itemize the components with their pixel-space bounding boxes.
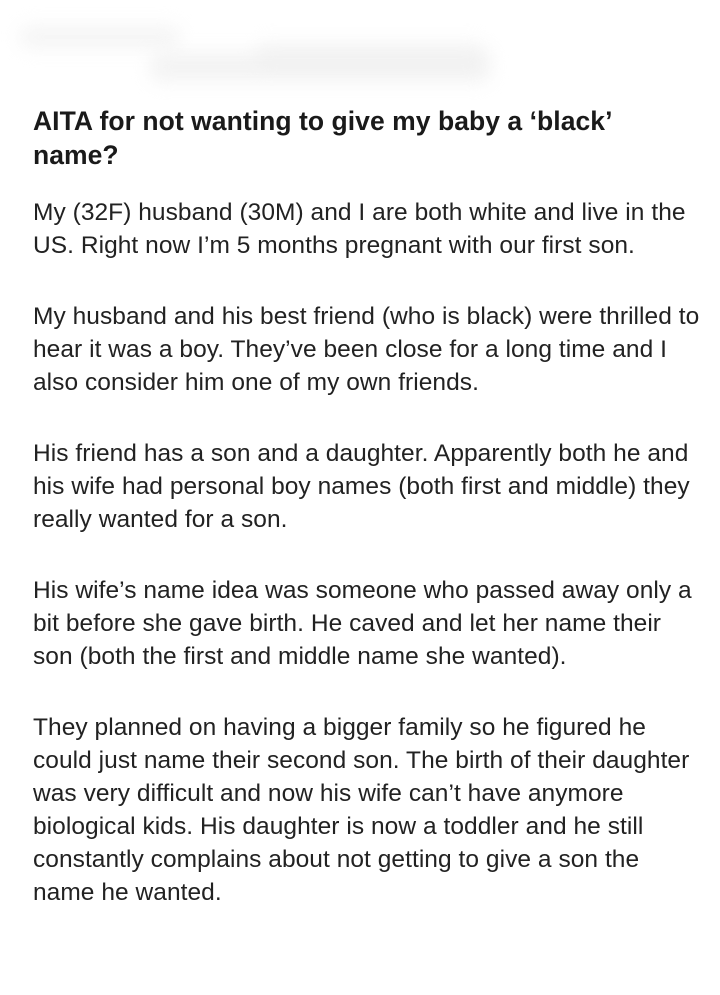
post-paragraph: His wife’s name idea was someone who passed away only a bit before she gave birth. He caved and let her name their son (both the first and middle name she wanted). (33, 577, 692, 670)
blurred-header (0, 0, 720, 100)
post-paragraph: They planned on having a bigger family so he figured he could just name their second son. The birth of their daughter was very difficult and now his wife can’t have anymore biological kids. His daughter is now a toddler and he still constantly complains about not getting to give a son the name he wanted. (33, 714, 690, 906)
post-body (33, 104, 703, 909)
post-paragraph: My husband and his best friend (who is black) were thrilled to hear it was a boy. They’ve been close for a long time and I also consider him one of my own friends. (33, 303, 700, 396)
post-paragraph: His friend has a son and a daughter. Apparently both he and his wife had personal boy names (both first and middle) they really wanted for a son. (33, 440, 690, 533)
post-title: AITA for not wanting to give my baby a ‘black’ name? (33, 106, 612, 170)
blurred-region (255, 42, 485, 68)
blurred-region (20, 26, 180, 48)
post-paragraph: My (32F) husband (30M) and I are both white and live in the US. Right now I’m 5 months pregnant with our first son. (33, 199, 686, 259)
